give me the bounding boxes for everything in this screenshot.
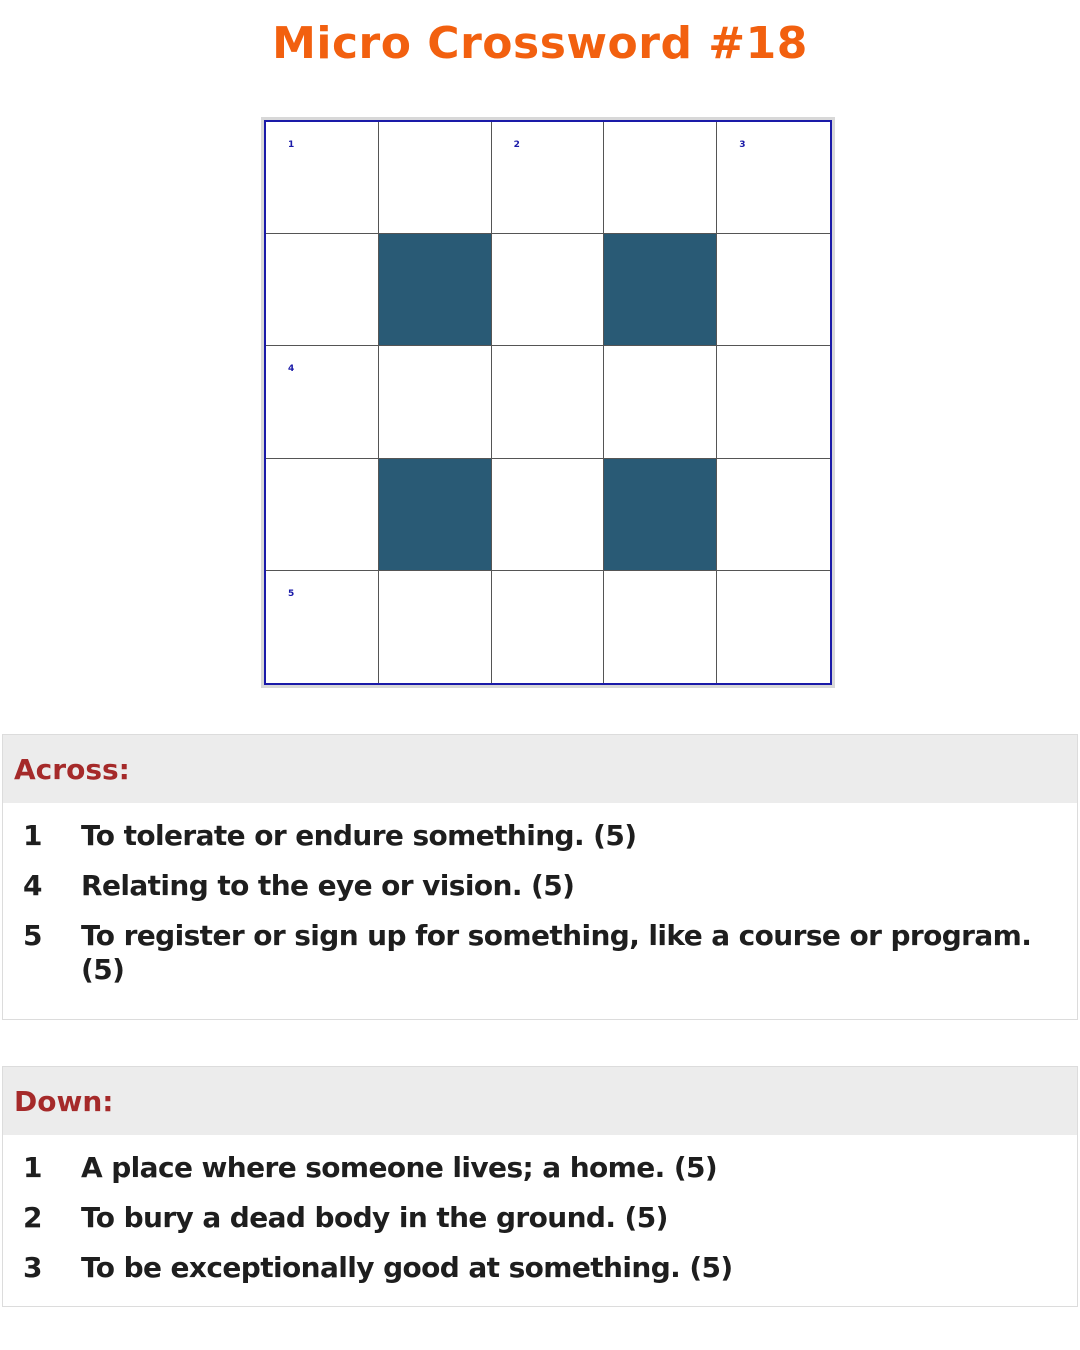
across-heading: Across: [3,735,1077,803]
clue-number: 3 [23,1251,43,1284]
clue-text: A place where someone lives; a home. (5) [81,1151,718,1184]
grid-cell-r3-c3[interactable] [492,346,605,458]
block-cell [379,459,492,571]
clue-across-1[interactable] [3,819,1077,853]
clue-number: 4 [23,869,43,902]
cell-number: 1 [288,140,295,150]
cell-number: 5 [288,588,295,599]
crossword-grid [264,120,832,685]
grid-cell-r1-c1[interactable] [266,122,379,234]
grid-cell-r2-c1[interactable] [266,234,379,346]
grid-cell-r1-c4[interactable] [604,122,717,234]
clue-text: To be exceptionally good at something. (5) [81,1251,733,1284]
grid-cell-r1-c2[interactable] [379,122,492,234]
grid-cell-r5-c3[interactable] [492,571,605,683]
across-clues-panel [2,734,1078,1020]
across-clue-list [3,803,1077,987]
grid-cell-r4-c1[interactable] [266,459,379,571]
block-cell [604,459,717,571]
clue-down-2[interactable] [3,1201,1077,1235]
grid-cell-r5-c5[interactable] [717,571,830,683]
clue-number: 5 [23,919,43,952]
grid-cell-r2-c3[interactable] [492,234,605,346]
clue-text: To register or sign up for something, like a course or program. (5) [81,919,1032,986]
grid-cell-r3-c1[interactable] [266,346,379,458]
grid-cell-r3-c2[interactable] [379,346,492,458]
grid-cell-r1-c5[interactable] [717,122,830,234]
clue-number: 1 [23,1151,43,1184]
clue-text: To bury a dead body in the ground. (5) [81,1201,668,1234]
down-clue-list [3,1135,1077,1285]
down-clues-panel [2,1066,1078,1307]
grid-cell-r4-c5[interactable] [717,459,830,571]
grid-cell-r2-c5[interactable] [717,234,830,346]
cell-number: 4 [288,364,295,375]
block-cell [604,234,717,346]
clue-number: 2 [23,1201,43,1234]
clue-down-3[interactable] [3,1251,1077,1285]
clue-text: Relating to the eye or vision. (5) [81,869,575,902]
clue-across-4[interactable] [3,869,1077,903]
grid-cell-r5-c2[interactable] [379,571,492,683]
clue-number: 1 [23,819,43,852]
grid-cell-r1-c3[interactable] [492,122,605,234]
clue-text: To tolerate or endure something. (5) [81,819,637,852]
grid-cell-r5-c1[interactable] [266,571,379,683]
grid-cell-r4-c3[interactable] [492,459,605,571]
cell-number: 3 [739,140,746,150]
clue-across-5[interactable] [3,919,1077,987]
clue-down-1[interactable] [3,1151,1077,1185]
cell-number: 2 [513,140,520,150]
down-heading: Down: [3,1067,1077,1135]
puzzle-title: Micro Crossword #18 [272,18,808,69]
grid-cell-r3-c5[interactable] [717,346,830,458]
grid-cell-r5-c4[interactable] [604,571,717,683]
grid-cell-r3-c4[interactable] [604,346,717,458]
block-cell [379,234,492,346]
crossword-grid-frame [261,117,835,688]
